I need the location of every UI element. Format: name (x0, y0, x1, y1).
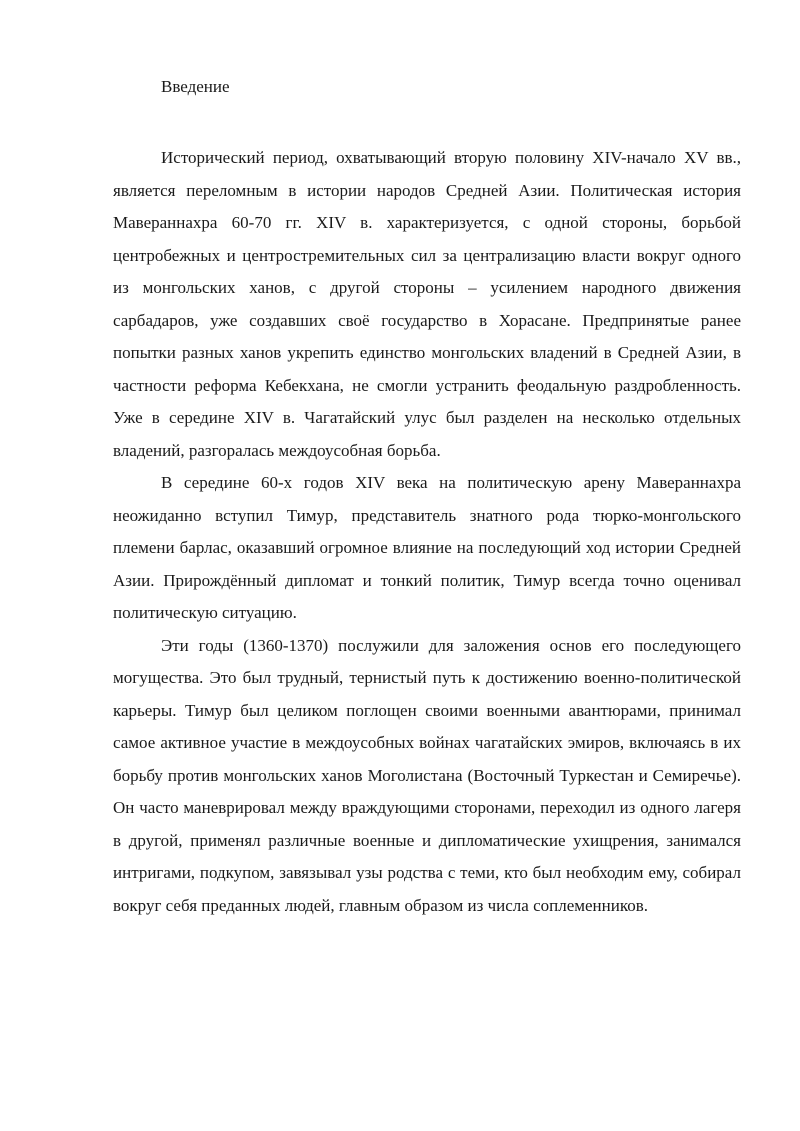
paragraph-3: Эти годы (1360-1370) послужили для заложения основ его последующего могущества. Это был трудный, тернистый путь к достижению военно-политической карьеры. Тимур был целиком поглощен своими военными авантюрами, принимал самое активное участие в междоусобных войнах чагатайских эмиров, включаясь в их борьбу против монгольских ханов Моголистана (Восточный Туркестан и Семиречье). Он часто маневрировал между враждующими сторонами, переходил из одного лагеря в другой, применял различные военные и дипломатические ухищрения, занимался интригами, подкупом, завязывал узы родства с теми, кто был необходим ему, собирал вокруг себя преданных людей, главным образом из числа соплеменников. (113, 635, 741, 915)
heading-spacer (113, 103, 741, 142)
paragraph-1: Исторический период, охватывающий вторую половину XIV-начало XV вв., является переломным в истории народов Средней Азии. Политическая история Мавераннахра 60-70 гг. XIV в. характеризуется, с одной стороны, борьбой центробежных и центростремительных сил за централизацию власти вокруг одного из монгольских ханов, с другой стороны – усилением народного движения сарбадаров, уже создавших своё государство в Хорасане. Предпринятые ранее попытки разных ханов укрепить единство монгольских владений в Средней Азии, в частности реформа Кебекхана, не смогли устранить феодальную раздробленность. Уже в середине XIV в. Чагатайский улус был разделен на несколько отдельных владений, разгоралась междоусобная борьба. (113, 148, 741, 460)
document-page (113, 71, 741, 922)
section-heading: Введение (161, 77, 230, 96)
paragraph-2: В середине 60-х годов XIV века на политическую арену Мавераннахра неожиданно вступил Тимур, представитель знатного рода тюрко-монгольского племени барлас, оказавший огромное влияние на последующий ход истории Средней Азии. Прирождённый дипломат и тонкий политик, Тимур всегда точно оценивал политическую ситуацию. (113, 473, 741, 622)
